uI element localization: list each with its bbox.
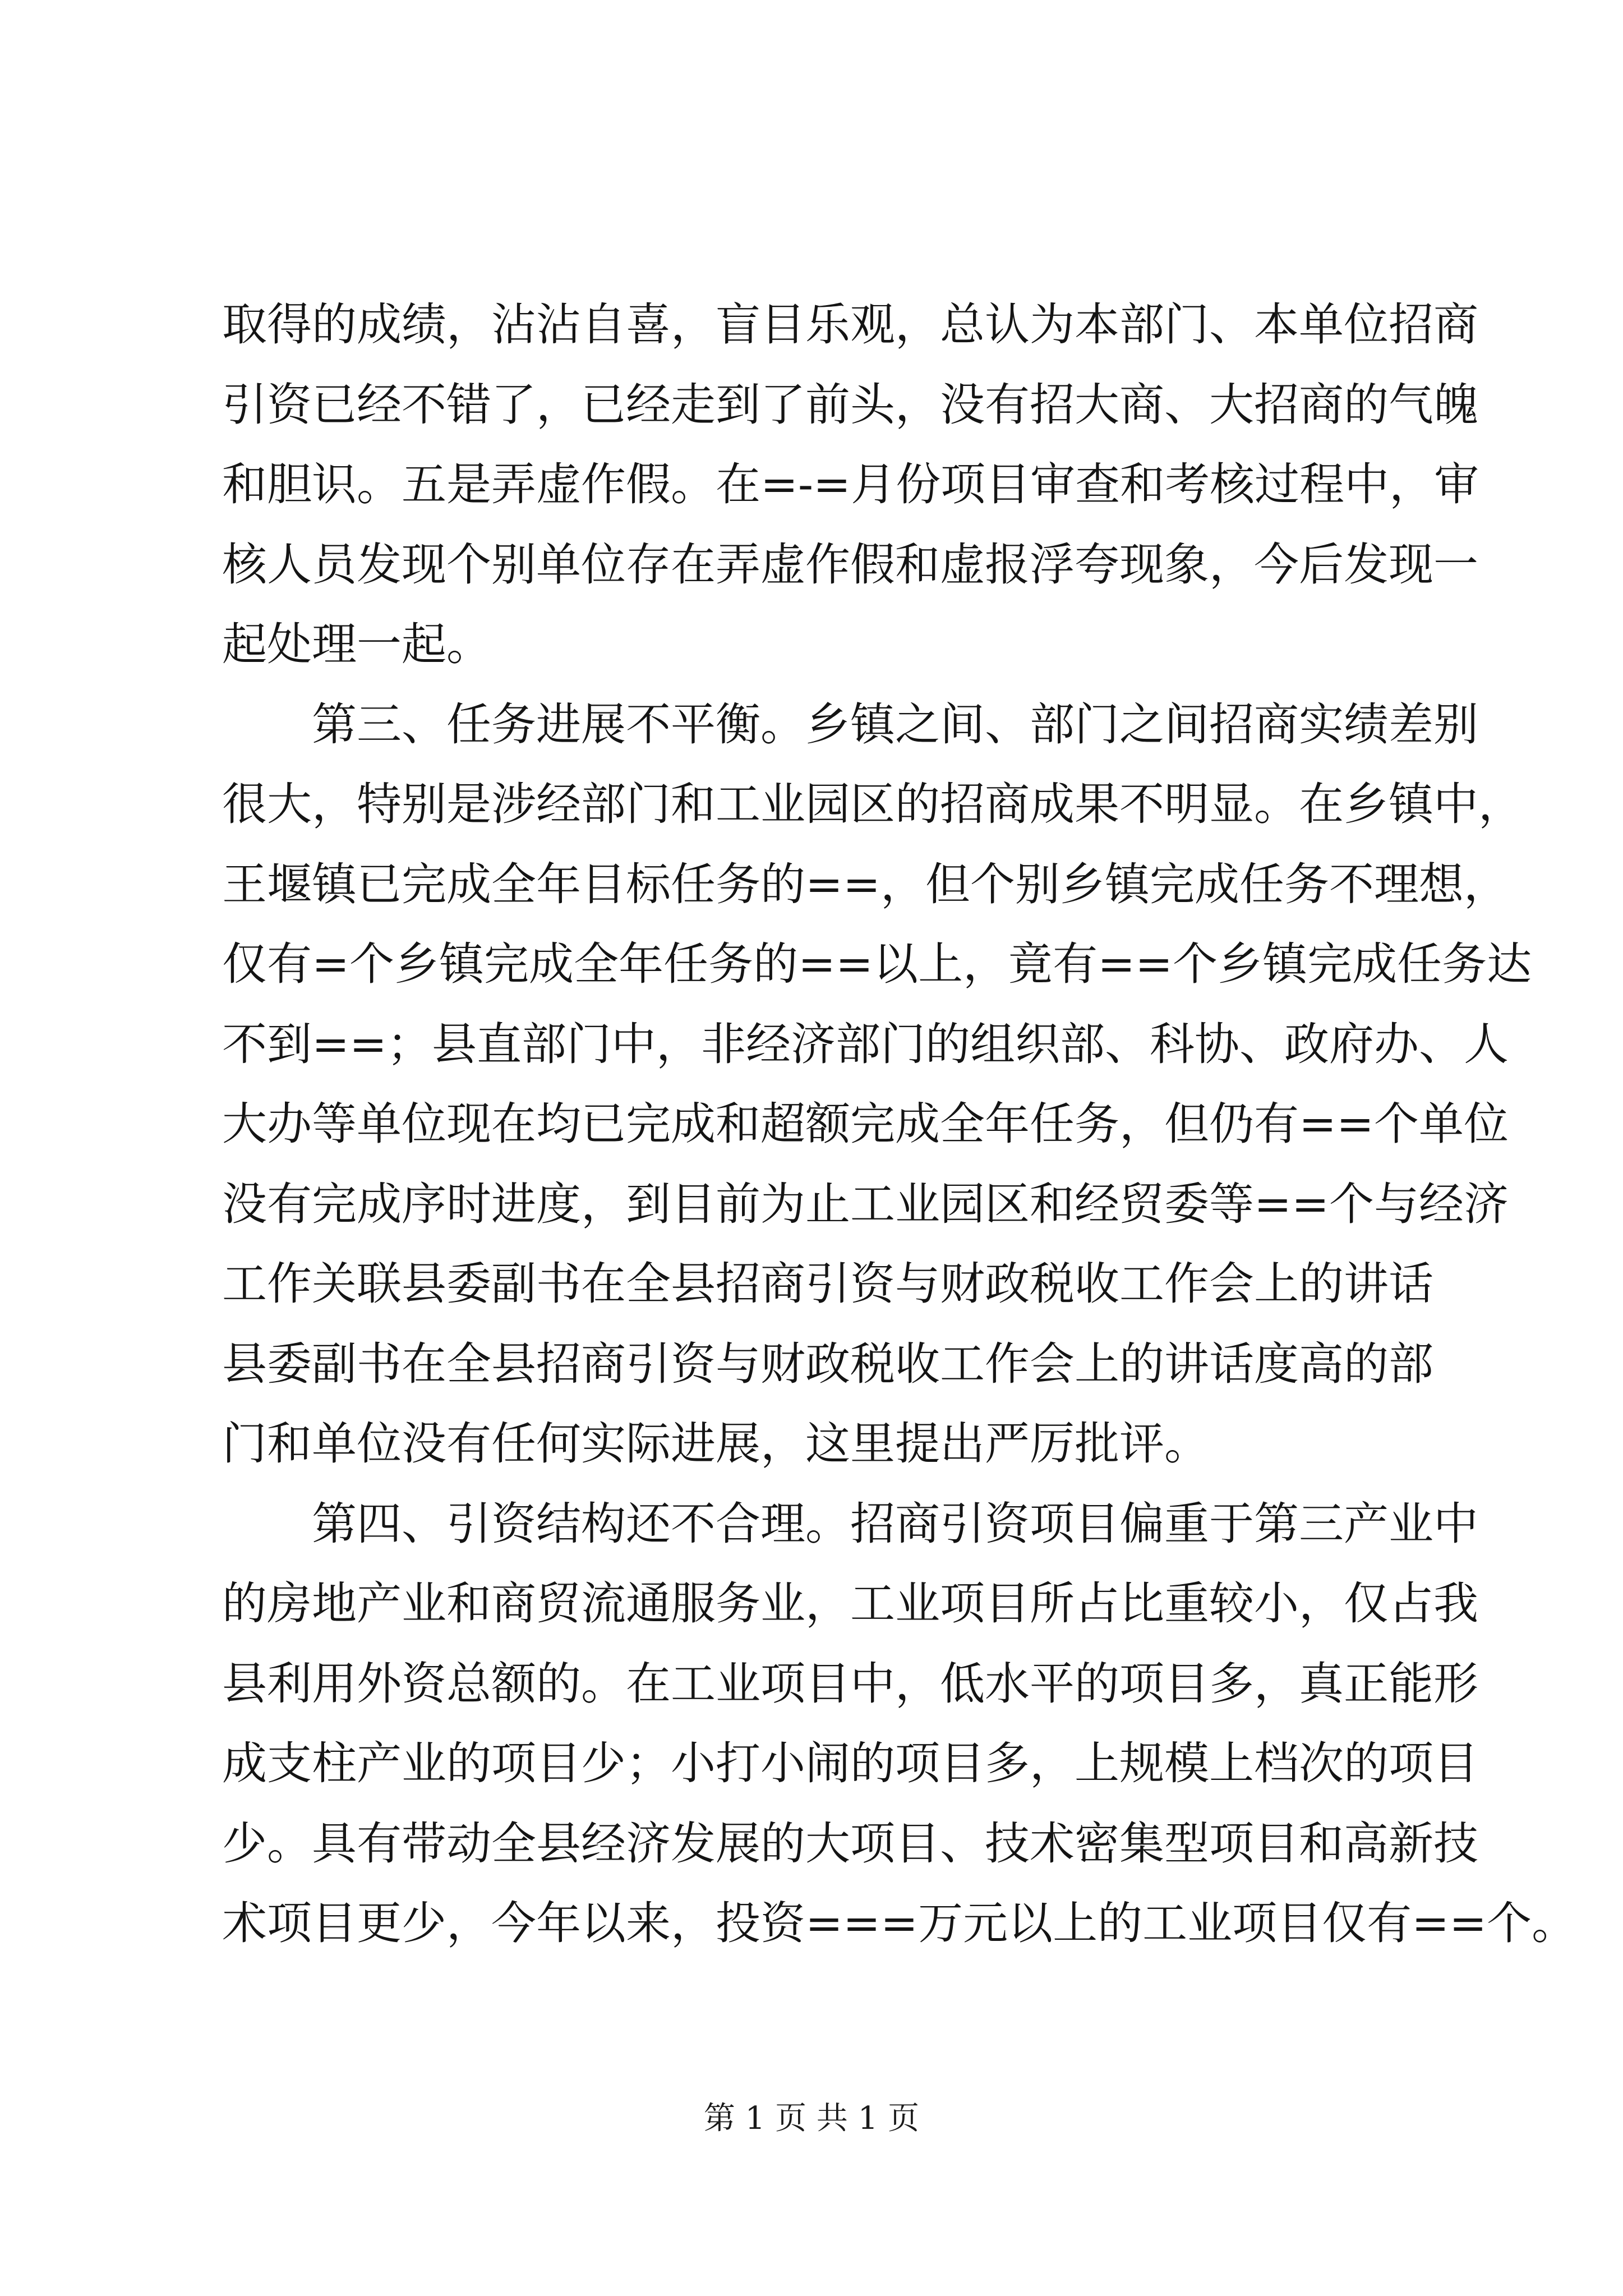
text-line: 很大，特别是涉经部门和工业园区的招商成果不明显。在乡镇中， <box>222 778 1523 830</box>
text-line: 工作关联县委副书在全县招商引资与财政税收工作会上的讲话 <box>222 1258 1433 1310</box>
page-number-label: 第 1 页 共 1 页 <box>703 2100 920 2137</box>
text-line: 的房地产业和商贸流通服务业，工业项目所占比重较小，仅占我 <box>222 1577 1478 1630</box>
text-line: 王堰镇已完成全年目标任务的==，但个别乡镇完成任务不理想， <box>222 858 1509 910</box>
text-line: 门和单位没有任何实际进展，这里提出严厉批评。 <box>222 1418 1209 1470</box>
paragraph-continuation <box>222 285 1479 685</box>
paragraph-task-progress <box>222 685 1532 1484</box>
text-line: 县利用外资总额的。在工业项目中，低水平的项目多，真正能形 <box>222 1657 1478 1710</box>
paragraph-investment-structure <box>222 1484 1577 1964</box>
text-line: 取得的成绩，沾沾自喜，盲目乐观，总认为本部门、本单位招商 <box>222 298 1478 351</box>
text-line: 成支柱产业的项目少；小打小闹的项目多，上规模上档次的项目 <box>222 1737 1478 1789</box>
text-line: 没有完成序时进度，到目前为止工业园区和经贸委等==个与经济 <box>222 1177 1509 1230</box>
text-line: 和胆识。五是弄虚作假。在=-=月份项目审查和考核过程中，审 <box>222 458 1479 510</box>
text-line: 第四、引资结构还不合理。招商引资项目偏重于第三产业中 <box>312 1497 1478 1550</box>
text-line: 第三、任务进展不平衡。乡镇之间、部门之间招商实绩差别 <box>312 698 1478 751</box>
text-line: 不到==；县直部门中，非经济部门的组织部、科协、政府办、人 <box>222 1018 1509 1070</box>
text-line: 术项目更少，今年以来，投资===万元以上的工业项目仅有==个。 <box>222 1897 1577 1949</box>
text-line: 县委副书在全县招商引资与财政税收工作会上的讲话度高的部 <box>222 1337 1433 1390</box>
text-line: 大办等单位现在均已完成和超额完成全年任务，但仍有==个单位 <box>222 1098 1509 1150</box>
document-body <box>222 285 1577 1964</box>
text-line: 引资已经不错了，已经走到了前头，没有招大商、大招商的气魄 <box>222 378 1478 431</box>
text-line: 少。具有带动全县经济发展的大项目、技术密集型项目和高新技 <box>222 1817 1478 1870</box>
text-line: 仅有=个乡镇完成全年任务的==以上，竟有==个乡镇完成任务达 <box>222 938 1532 990</box>
text-line: 核人员发现个别单位存在弄虚作假和虚报浮夸现象，今后发现一 <box>222 538 1478 591</box>
text-line: 起处理一起。 <box>222 618 491 670</box>
page-footer <box>0 2093 1623 2138</box>
